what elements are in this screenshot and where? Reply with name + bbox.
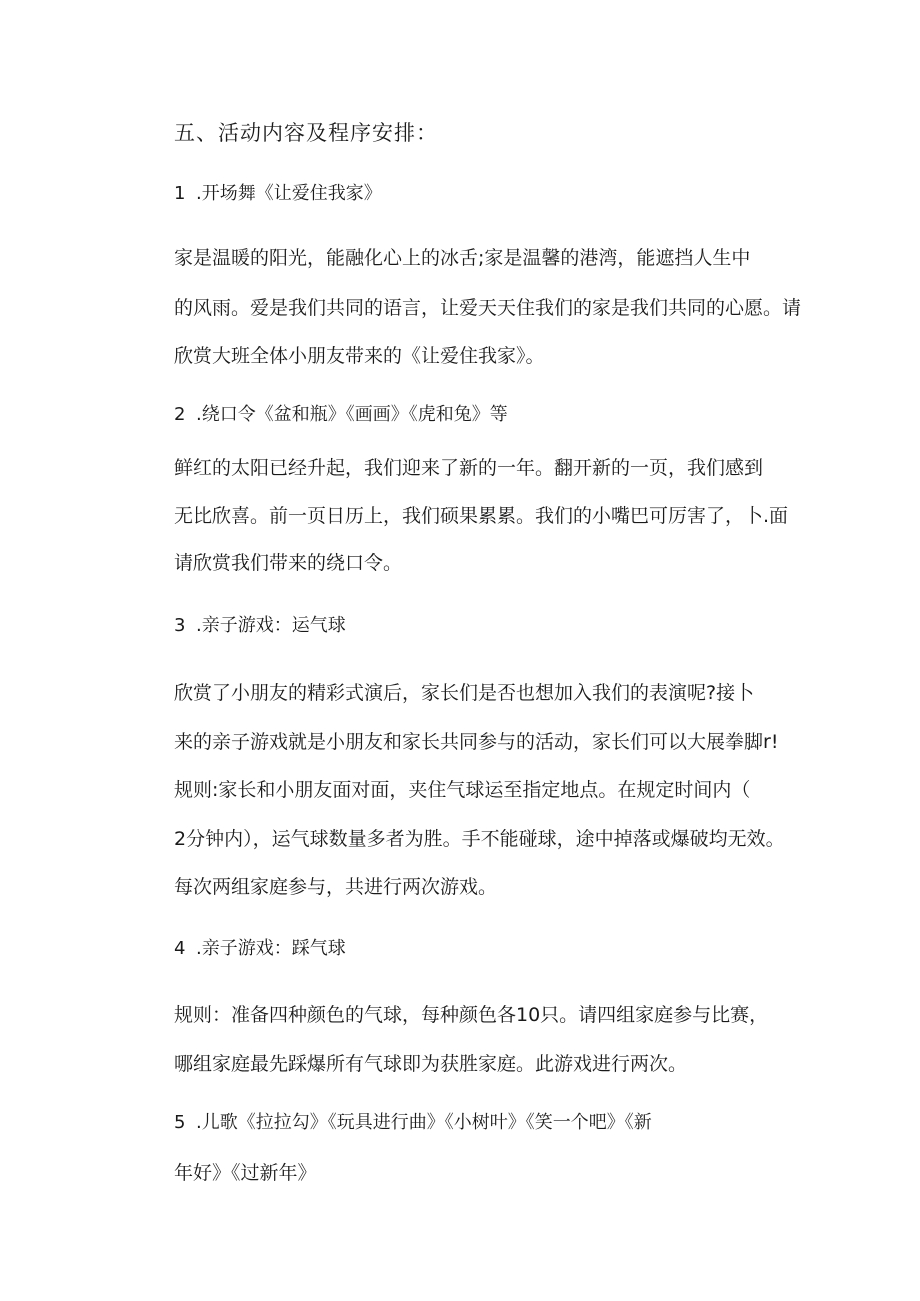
item-number: 5 [174, 1112, 186, 1133]
item-title-text: .亲子游戏：踩气球 [196, 938, 346, 959]
item-number: 4 [174, 938, 186, 959]
item-title-text: .儿歌《拉拉勾》《玩具进行曲》《小树叶》《笑一个吧》《新 [196, 1112, 652, 1133]
item-4-title [174, 936, 346, 962]
paragraph-line: 请欣赏我们带来的绕口令。 [174, 552, 403, 574]
paragraph-line: 无比欣喜。前一页日历上，我们硕果累累。我们的小嘴巴可厉害了，卜.面 [174, 505, 789, 527]
item-title-text: .开场舞《让爱住我家》 [196, 183, 382, 204]
paragraph-line: 2分钟内），运气球数量多者为胜。手不能碰球，途中掉落或爆破均无效。 [174, 828, 785, 850]
item-number: 3 [174, 615, 186, 636]
paragraph-line: 哪组家庭最先踩爆所有气球即为获胜家庭。此游戏进行两次。 [174, 1053, 688, 1075]
paragraph-line: 规则:家长和小朋友面对面，夹住气球运至指定地点。在规定时间内（ [174, 779, 751, 801]
item-title-text: .绕口令《盆和瓶》《画画》《虎和兔》等 [196, 404, 508, 425]
item-1-title [174, 181, 382, 207]
paragraph-line: 来的亲子游戏就是小朋友和家长共同参与的活动，家长们可以大展拳脚r! [174, 731, 779, 753]
paragraph-line: 鲜红的太阳已经升起，我们迎来了新的一年。翻开新的一页，我们感到 [174, 457, 764, 479]
paragraph-line: 规则：准备四种颜色的气球，每种颜色各10只。请四组家庭参与比赛， [174, 1004, 769, 1026]
item-5-continuation: 年好》《过新年》 [174, 1162, 317, 1184]
item-number: 1 [174, 183, 186, 204]
item-5-title [174, 1110, 652, 1136]
paragraph-line: 家是温暖的阳光，能融化心上的冰舌;家是温馨的港湾，能遮挡人生中 [174, 247, 751, 269]
paragraph-line: 欣赏大班全体小朋友带来的《让爱住我家》。 [174, 345, 545, 367]
paragraph-line: 的风雨。爱是我们共同的语言，让爱天天住我们的家是我们共同的心愿。请 [174, 297, 802, 319]
paragraph-line: 每次两组家庭参与，共进行两次游戏。 [174, 876, 498, 898]
item-3-title [174, 613, 346, 639]
item-number: 2 [174, 404, 186, 425]
item-title-text: .亲子游戏：运气球 [196, 615, 346, 636]
item-2-title [174, 402, 508, 428]
section-heading: 五、活动内容及程序安排： [174, 121, 438, 145]
paragraph-line: 欣赏了小朋友的精彩式演后，家长们是否也想加入我们的表演呢?接卜 [174, 682, 755, 704]
